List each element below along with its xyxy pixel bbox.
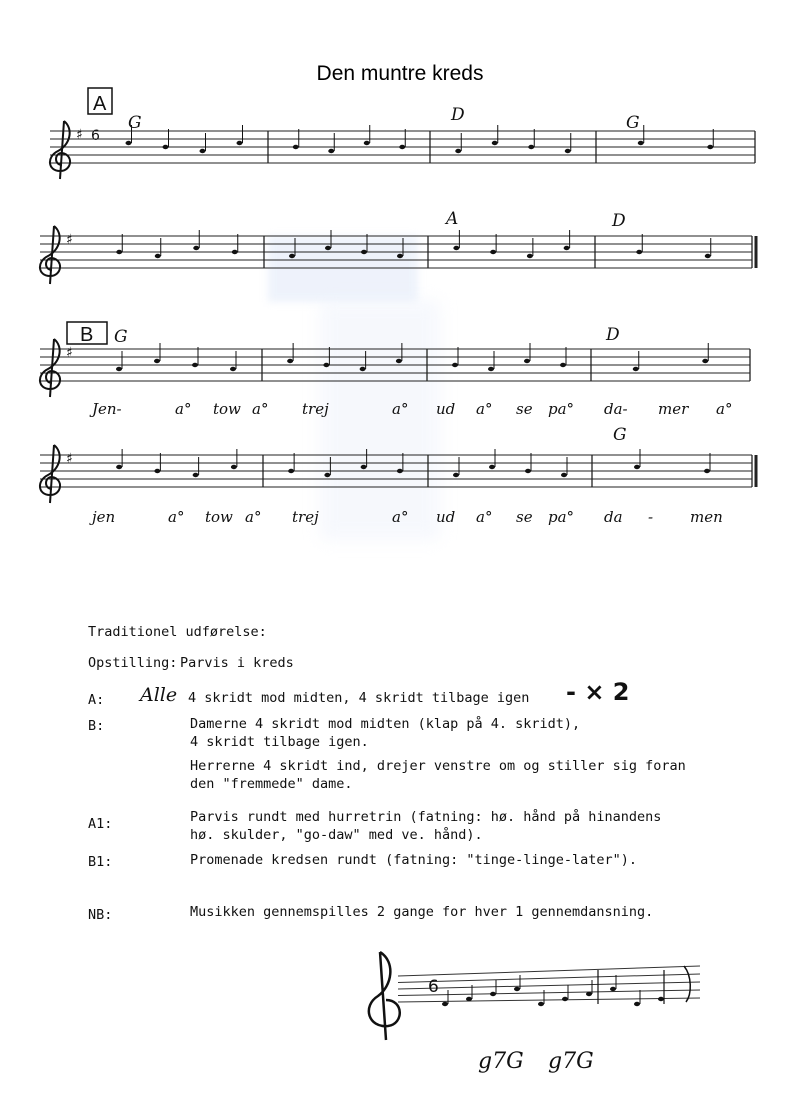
note-head <box>633 367 639 371</box>
sketch-note-head <box>586 992 592 996</box>
sketch-note-head <box>466 997 472 1001</box>
lyric-syllable: se <box>516 400 533 418</box>
staff <box>40 226 756 284</box>
step-a1-label: A1: <box>88 816 113 832</box>
note-head <box>360 367 366 371</box>
lyric-syllable: ud <box>436 400 456 418</box>
step-b-line: Damerne 4 skridt mod midten (klap på 4. skridt), <box>190 716 581 732</box>
sketch-note-head <box>514 987 520 991</box>
note-head <box>193 473 199 477</box>
key-sharp: ♯ <box>76 127 83 143</box>
note-head <box>154 359 160 363</box>
staff <box>40 445 756 503</box>
note-head <box>638 141 644 145</box>
note-head <box>396 359 402 363</box>
chord-symbol: D <box>606 325 620 345</box>
sketch-note-head <box>490 992 496 996</box>
note-head <box>528 145 534 149</box>
sketch-time-digit: 6 <box>428 977 439 997</box>
note-head <box>361 250 367 254</box>
note-head <box>705 254 711 258</box>
sketch-note-head <box>538 1002 544 1006</box>
note-head <box>154 469 160 473</box>
lyric-syllable: tow <box>205 508 233 526</box>
sketch-chord-label: g7G <box>478 1049 524 1074</box>
note-head <box>293 145 299 149</box>
instructions-heading: Traditionel udførelse: <box>88 624 267 640</box>
note-head <box>193 246 199 250</box>
lyric-syllable: a° <box>392 400 409 418</box>
sketch-treble-clef <box>369 952 400 1040</box>
lyric-syllable: a° <box>476 508 493 526</box>
note-head <box>702 359 708 363</box>
note-head <box>489 465 495 469</box>
lyric-syllable: a° <box>252 400 269 418</box>
note-head <box>126 141 132 145</box>
step-b-label: B: <box>88 718 105 734</box>
note-head <box>561 473 567 477</box>
chord-symbol: D <box>612 211 626 231</box>
note-head <box>560 363 566 367</box>
note-head <box>116 250 122 254</box>
lyric-syllable: a° <box>175 400 192 418</box>
note-head <box>455 149 461 153</box>
note-head <box>364 141 370 145</box>
chord-symbol: G <box>613 425 627 445</box>
step-b-line: 4 skridt tilbage igen. <box>190 734 369 750</box>
time-signature: 6 <box>91 128 100 144</box>
note-head <box>287 359 293 363</box>
lyric-syllable: a° <box>168 508 185 526</box>
sketch-note-head <box>634 1002 640 1006</box>
note-head <box>237 141 243 145</box>
lyric-syllable: a° <box>245 508 262 526</box>
note-head <box>488 367 494 371</box>
lyric-syllable: trej <box>292 508 319 526</box>
note-head <box>116 367 122 371</box>
sketch-note-head <box>562 997 568 1001</box>
treble-clef <box>40 445 60 503</box>
section-label-b: B <box>80 324 94 346</box>
note-head <box>452 363 458 367</box>
step-b-line: den "fremmede" dame. <box>190 776 353 792</box>
note-head <box>525 469 531 473</box>
nb-value: Musikken gennemspilles 2 gange for hver 1 gennemdansning. <box>190 904 654 920</box>
note-head <box>230 367 236 371</box>
section-label-a: A <box>93 93 107 115</box>
opstilling-value: Parvis i kreds <box>180 655 294 671</box>
lyric-syllable: jen <box>92 508 116 526</box>
treble-clef <box>40 226 60 284</box>
handwritten-alle: Alle <box>140 684 178 706</box>
note-head <box>453 246 459 250</box>
nb-label: NB: <box>88 907 113 923</box>
lyric-syllable: mer <box>658 400 689 418</box>
note-head <box>399 145 405 149</box>
note-head <box>492 141 498 145</box>
note-head <box>397 469 403 473</box>
note-head <box>289 254 295 258</box>
note-head <box>490 250 496 254</box>
sketch-note-head <box>442 1002 448 1006</box>
sketch-staff-line <box>398 990 700 996</box>
step-a-value: 4 skridt mod midten, 4 skridt tilbage igen <box>188 690 530 706</box>
sketch-staff-line <box>398 966 700 976</box>
note-head <box>634 465 640 469</box>
lyric-syllable: da <box>604 508 623 526</box>
step-a1-line: hø. skulder, "go-daw" med ve. hånd). <box>190 827 483 843</box>
staff <box>50 121 755 179</box>
note-head <box>231 465 237 469</box>
step-a-label: A: <box>88 692 105 708</box>
note-head <box>323 363 329 367</box>
chord-symbol: G <box>626 113 640 133</box>
note-head <box>704 469 710 473</box>
step-b1-label: B1: <box>88 854 113 870</box>
lyric-syllable: se <box>516 508 533 526</box>
lyric-syllable: Jen- <box>92 400 122 418</box>
note-head <box>232 250 238 254</box>
note-head <box>564 246 570 250</box>
note-head <box>200 149 206 153</box>
note-head <box>707 145 713 149</box>
treble-clef <box>40 339 60 397</box>
lyric-syllable: a° <box>476 400 493 418</box>
note-head <box>163 145 169 149</box>
handwritten-repeat-mark: - × 2 <box>566 678 630 706</box>
lyric-syllable: tow <box>213 400 241 418</box>
note-head <box>155 254 161 258</box>
sketch-staff-line <box>398 998 700 1002</box>
note-head <box>288 469 294 473</box>
note-head <box>192 363 198 367</box>
note-head <box>328 149 334 153</box>
page-title: Den muntre kreds <box>316 62 484 85</box>
lyric-syllable: a° <box>392 508 409 526</box>
chord-symbol: D <box>451 105 465 125</box>
note-head <box>397 254 403 258</box>
opstilling-label: Opstilling: <box>88 655 178 671</box>
sketch-staff-line <box>398 974 700 983</box>
note-head <box>636 250 642 254</box>
lyric-syllable: - <box>648 508 654 526</box>
chord-symbol: G <box>114 327 128 347</box>
chord-symbol: G <box>128 113 142 133</box>
chord-symbol: A <box>446 209 459 229</box>
step-b-line: Herrerne 4 skridt ind, drejer venstre om og stiller sig foran <box>190 758 686 774</box>
sketch-repeat-mark <box>684 966 690 1002</box>
note-head <box>361 465 367 469</box>
lyric-syllable: a° <box>716 400 733 418</box>
lyric-syllable: men <box>690 508 723 526</box>
sketch-staff-line <box>398 982 700 989</box>
lyric-syllable: ud <box>436 508 456 526</box>
staff <box>40 339 750 397</box>
note-head <box>453 473 459 477</box>
note-head <box>116 465 122 469</box>
key-sharp: ♯ <box>66 345 73 361</box>
note-head <box>527 254 533 258</box>
key-sharp: ♯ <box>66 232 73 248</box>
sketch-note-head <box>658 997 664 1001</box>
sketch-note-head <box>610 987 616 991</box>
lyric-syllable: pa° <box>548 508 575 526</box>
key-sharp: ♯ <box>66 451 73 467</box>
note-head <box>324 473 330 477</box>
step-a1-line: Parvis rundt med hurretrin (fatning: hø. hånd på hinandens <box>190 809 662 825</box>
treble-clef <box>50 121 70 179</box>
note-head <box>325 246 331 250</box>
lyric-syllable: trej <box>302 400 329 418</box>
lyric-syllable: pa° <box>548 400 575 418</box>
note-head <box>524 359 530 363</box>
lyric-syllable: da- <box>604 400 628 418</box>
note-head <box>565 149 571 153</box>
step-b1-value: Promenade kredsen rundt (fatning: "tinge-linge-later"). <box>190 852 638 868</box>
sketch-chord-label: g7G <box>548 1049 594 1074</box>
